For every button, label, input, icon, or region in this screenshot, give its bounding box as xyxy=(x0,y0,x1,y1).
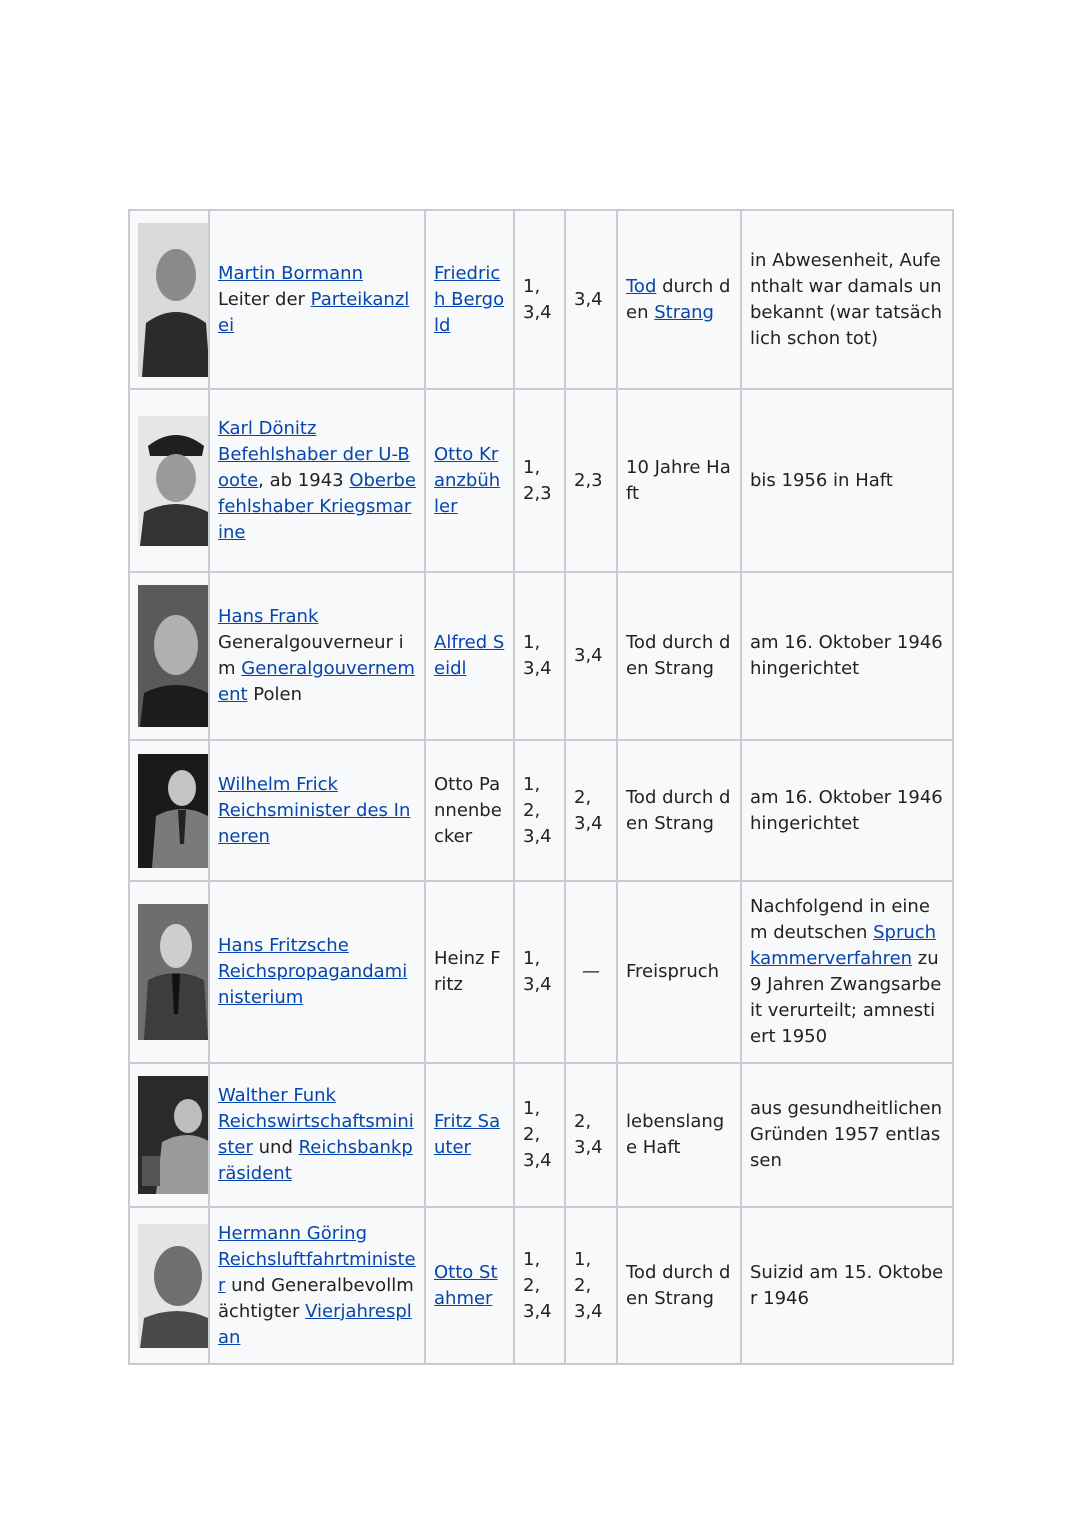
counts-charged-cell: 1,3,4 xyxy=(514,572,565,740)
photo-cell xyxy=(129,572,209,740)
person-name-link[interactable]: Hans Fritzsche xyxy=(218,935,349,956)
person-name-link[interactable]: Hermann Göring xyxy=(218,1222,367,1244)
photo-cell xyxy=(129,389,209,572)
name-cell xyxy=(209,572,425,740)
verdict-link[interactable]: Tod xyxy=(626,275,657,297)
role-link-2[interactable]: Reichsbankpräsident xyxy=(218,1137,413,1184)
table-row xyxy=(129,210,953,389)
remark-cell xyxy=(741,881,953,1063)
portrait-photo[interactable] xyxy=(138,904,209,1040)
portrait-photo[interactable] xyxy=(138,223,209,377)
counts-guilty-cell: 3,4 xyxy=(565,572,617,740)
counts-charged-cell: 1,3,4 xyxy=(514,210,565,389)
person-name-link[interactable]: Walther Funk xyxy=(218,1085,336,1106)
defender-cell: Otto Pannenbecker xyxy=(425,740,514,881)
person-name-link[interactable]: Martin Bormann xyxy=(218,262,363,284)
table-row xyxy=(129,389,953,572)
role-link[interactable]: Generalgouvernement xyxy=(218,658,415,705)
counts-charged-cell: 1,2,3,4 xyxy=(514,1063,565,1207)
verdict-link-2[interactable]: Strang xyxy=(654,301,714,323)
photo-cell xyxy=(129,1207,209,1364)
role-link[interactable]: Reichspropagandaministerium xyxy=(218,961,408,1008)
verdict-cell: Tod durch den Strang xyxy=(617,572,741,740)
role-link[interactable]: Reichsminister des Inneren xyxy=(218,799,411,847)
portrait-photo[interactable] xyxy=(138,754,209,868)
person-name-link[interactable]: Karl Dönitz xyxy=(218,417,317,439)
counts-guilty-cell: — xyxy=(565,881,617,1063)
role-text: Leiter der xyxy=(218,288,311,310)
defender-cell xyxy=(425,1063,514,1207)
remark-link[interactable]: Spruchkammerverfahren xyxy=(750,922,937,969)
name-cell xyxy=(209,389,425,572)
name-cell xyxy=(209,740,425,881)
name-cell xyxy=(209,881,425,1063)
photo-cell xyxy=(129,740,209,881)
defender-link[interactable]: Fritz Sauter xyxy=(434,1111,501,1158)
table-row xyxy=(129,740,953,881)
defender-cell xyxy=(425,1207,514,1364)
counts-charged-cell: 1,3,4 xyxy=(514,881,565,1063)
verdict-cell: lebenslange Haft xyxy=(617,1063,741,1207)
defender-cell xyxy=(425,389,514,572)
role-text: und Generalbevollmächtigter xyxy=(218,1274,414,1322)
defender-link[interactable]: Friedrich Bergold xyxy=(434,262,505,336)
portrait-photo[interactable] xyxy=(138,585,209,727)
verdict-cell: Tod durch den Strang xyxy=(617,740,741,881)
photo-cell xyxy=(129,881,209,1063)
counts-charged-cell: 1,2,3,4 xyxy=(514,1207,565,1364)
name-cell xyxy=(209,1207,425,1364)
verdict-text: durch den xyxy=(626,275,731,323)
verdict-cell xyxy=(617,210,741,389)
table-row xyxy=(129,1207,953,1364)
role-link[interactable]: Reichswirtschaftsminister xyxy=(218,1111,414,1158)
photo-cell xyxy=(129,210,209,389)
role-text: , ab 1943 xyxy=(258,469,350,491)
person-name-link[interactable]: Wilhelm Frick xyxy=(218,773,338,795)
counts-guilty-cell: 1,2,3,4 xyxy=(565,1207,617,1364)
role-link[interactable]: Reichsluftfahrtminister xyxy=(218,1248,416,1296)
counts-guilty-cell: 3,4 xyxy=(565,210,617,389)
person-name-link[interactable]: Hans Frank xyxy=(218,606,319,627)
table-row xyxy=(129,881,953,1063)
defender-cell xyxy=(425,210,514,389)
remark-text-suffix: zu 9 Jahren Zwangsarbeit verurteilt; amnestiert 1950 xyxy=(750,948,942,1047)
remark-cell: am 16. Oktober 1946 hingerichtet xyxy=(741,572,953,740)
table-row xyxy=(129,1063,953,1207)
portrait-photo[interactable] xyxy=(138,416,209,546)
remark-cell: aus gesundheitlichen Gründen 1957 entlassen xyxy=(741,1063,953,1207)
verdict-cell: Tod durch den Strang xyxy=(617,1207,741,1364)
role-link[interactable]: Befehlshaber der U-Boote xyxy=(218,443,410,491)
name-cell xyxy=(209,210,425,389)
table-row xyxy=(129,572,953,740)
counts-guilty-cell: 2,3,4 xyxy=(565,1063,617,1207)
role-text-suffix: Polen xyxy=(247,684,302,705)
counts-guilty-cell: 2,3 xyxy=(565,389,617,572)
role-text: und xyxy=(252,1137,299,1158)
remark-text: Nachfolgend in einem deutschen xyxy=(750,896,930,943)
counts-charged-cell: 1,2,3,4 xyxy=(514,740,565,881)
remark-cell: am 16. Oktober 1946 hingerichtet xyxy=(741,740,953,881)
defender-link[interactable]: Alfred Seidl xyxy=(434,632,505,679)
defendants-table xyxy=(128,209,954,1365)
counts-charged-cell: 1,2,3 xyxy=(514,389,565,572)
portrait-photo[interactable] xyxy=(138,1224,209,1348)
remark-cell: bis 1956 in Haft xyxy=(741,389,953,572)
role-link-2[interactable]: Oberbefehlshaber Kriegsmarine xyxy=(218,469,416,543)
defender-link[interactable]: Otto Stahmer xyxy=(434,1261,498,1309)
verdict-cell: Freispruch xyxy=(617,881,741,1063)
role-link-2[interactable]: Vierjahresplan xyxy=(218,1300,412,1348)
portrait-photo[interactable] xyxy=(138,1076,209,1194)
defender-cell: Heinz Fritz xyxy=(425,881,514,1063)
remark-cell: in Abwesenheit, Aufenthalt war damals unbekannt (war tatsächlich schon tot) xyxy=(741,210,953,389)
remark-cell: Suizid am 15. Oktober 1946 xyxy=(741,1207,953,1364)
role-text: Generalgouverneur im xyxy=(218,632,404,679)
photo-cell xyxy=(129,1063,209,1207)
verdict-cell: 10 Jahre Haft xyxy=(617,389,741,572)
defender-link[interactable]: Otto Kranzbühler xyxy=(434,443,501,517)
name-cell xyxy=(209,1063,425,1207)
defender-cell xyxy=(425,572,514,740)
counts-guilty-cell: 2,3,4 xyxy=(565,740,617,881)
role-link[interactable]: Parteikanzlei xyxy=(218,288,410,336)
